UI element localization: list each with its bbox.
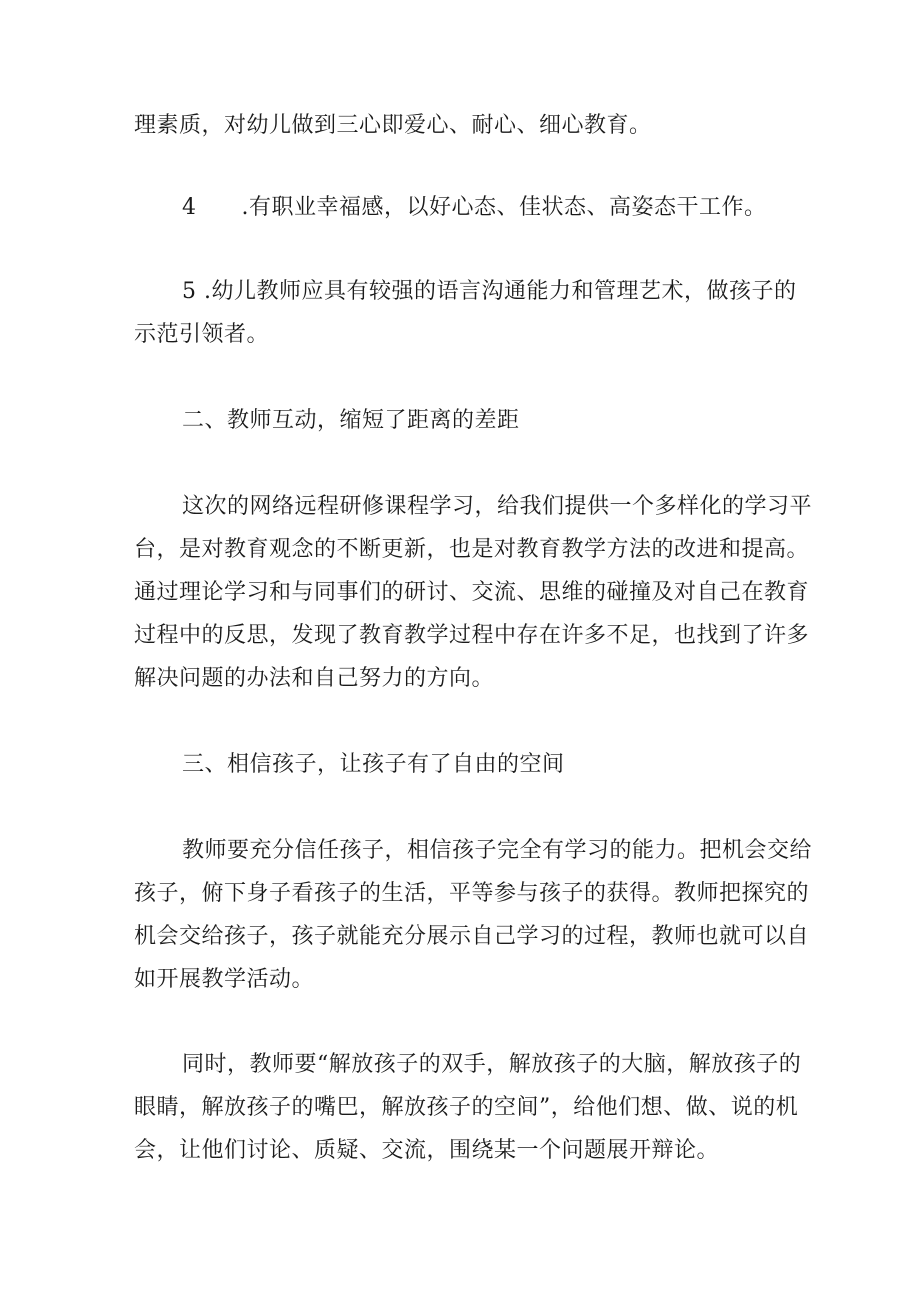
list-item-5: 5 .幼儿教师应具有较强的语言沟通能力和管理艺术，做孩子的示范引领者。 xyxy=(134,279,797,347)
section-heading-2: 二、教师互动，缩短了距离的差距 xyxy=(182,408,520,433)
paragraph-continuation: 理素质，对幼儿做到三心即爱心、耐心、细心教育。 xyxy=(134,113,652,138)
paragraph-section-2: 这次的网络远程研修课程学习，给我们提供一个多样化的学习平台，是对教育观念的不断更新，也是对教育教学方法的改进和提高。通过理论学习和与同事们的研讨、交流、思维的碰撞及对自己在教育过程中的反思，发现了教育教学过程中存在许多不足，也找到了许多解决问题的办法和自己努力的方向。 xyxy=(134,494,813,691)
list-item-4: 4 .有职业幸福感，以好心态、佳状态、高姿态干工作。 xyxy=(182,195,767,220)
paragraph-section-3a: 教师要充分信任孩子，相信孩子完全有学习的能力。把机会交给孩子，俯下身子看孩子的生活，平等参与孩子的获得。教师把探究的机会交给孩子，孩子就能充分展示自己学习的过程，教师也就可以自如开展教学活动。 xyxy=(134,838,813,992)
paragraph-section-3b: 同时，教师要“解放孩子的双手，解放孩子的大脑，解放孩子的眼睛，解放孩子的嘴巴，解放孩子的空间”，给他们想、做、说的机会，让他们讨论、质疑、交流，围绕某一个问题展开辩论。 xyxy=(134,1052,802,1163)
section-heading-3: 三、相信孩子，让孩子有了自由的空间 xyxy=(182,752,565,777)
